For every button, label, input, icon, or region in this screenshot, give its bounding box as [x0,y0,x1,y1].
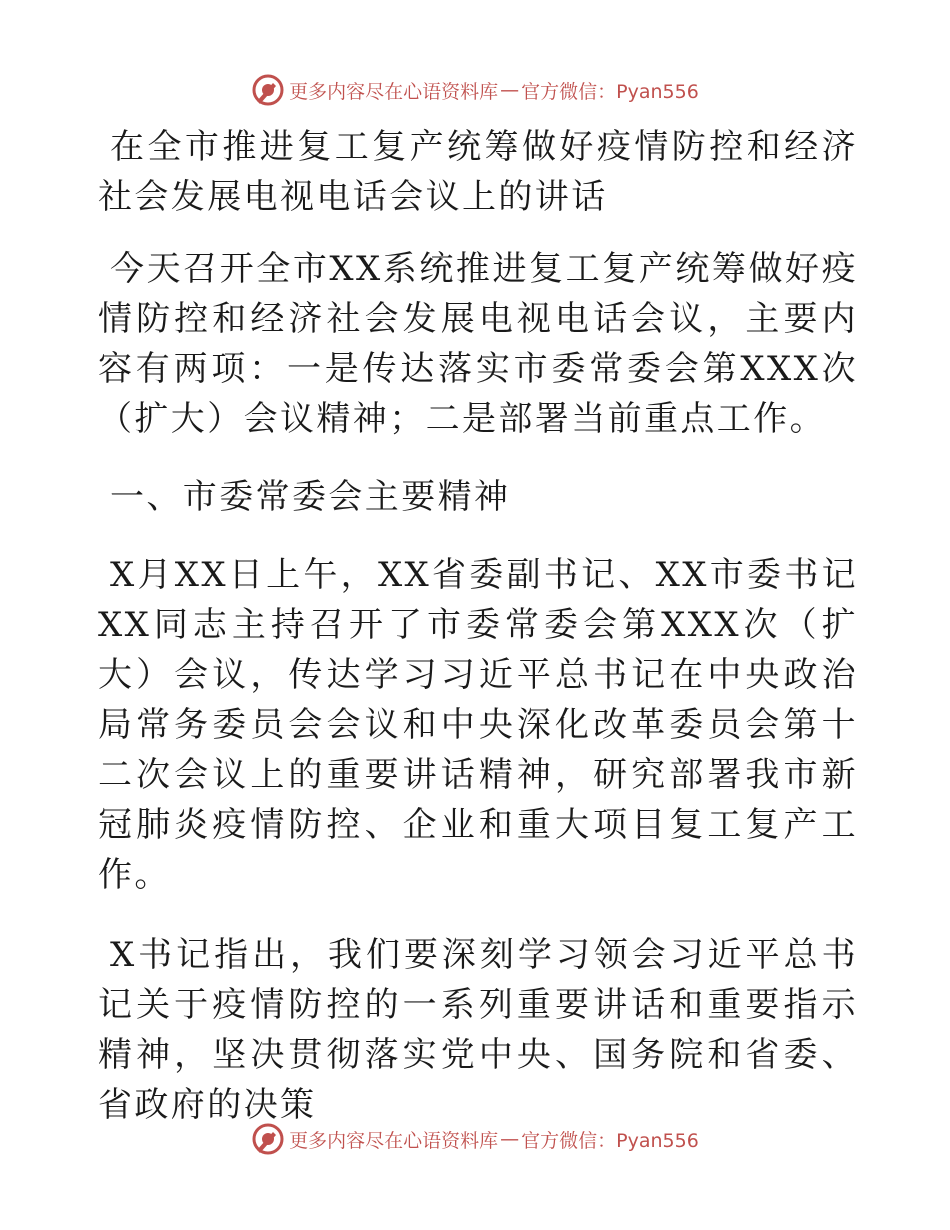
watermark-separator: — [500,1128,520,1150]
pen-logo-icon [251,73,285,107]
document-body [98,122,858,1130]
paragraph-intro: 今天召开全市XX系统推进复工复产统筹做好疫情防控和经济社会发展电视电话会议，主要内容有两项：一是传达落实市委常委会第XXX次（扩大）会议精神；二是部署当前重点工作。 [98,249,858,439]
watermark-contact: 官方微信：Pyan556 [521,80,699,103]
watermark-contact: 官方微信：Pyan556 [521,1129,699,1152]
watermark-separator: — [500,79,520,101]
pen-logo-icon [251,1122,285,1156]
watermark-text: 更多内容尽在心语资料库 [289,1129,499,1152]
paragraph-secretary: X书记指出，我们要深刻学习领会习近平总书记关于疫情防控的一系列重要讲话和重要指示精神，坚决贯彻落实党中央、国务院和省委、省政府的决策 [98,935,858,1125]
watermark-text: 更多内容尽在心语资料库 [289,80,499,103]
document-title: 在全市推进复工复产统筹做好疫情防控和经济社会发展电视电话会议上的讲话 [98,127,858,217]
watermark-footer [0,1119,950,1159]
paragraph-meeting: X月XX日上午，XX省委副书记、XX市委书记XX同志主持召开了市委常委会第XXX次（扩大）会议，传达学习习近平总书记在中央政治局常务委员会会议和中央深化改革委员会第十二次会议上的重要讲话精神，研究部署我市新冠肺炎疫情防控、企业和重大项目复工复产工作。 [98,555,858,895]
section-heading: 一、市委常委会主要精神 [110,477,511,517]
watermark-header [0,70,950,110]
